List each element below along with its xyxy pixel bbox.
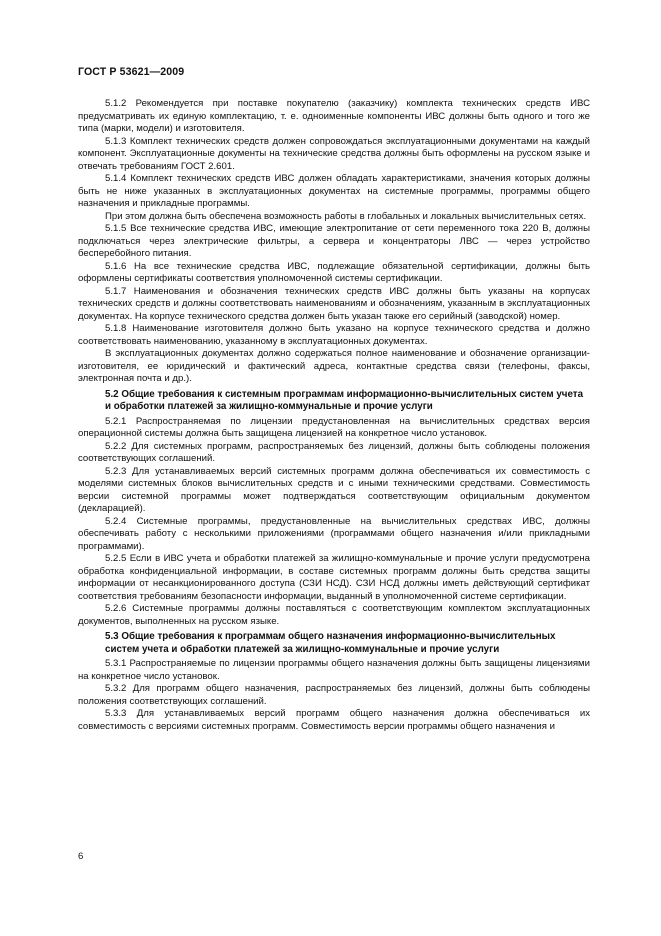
paragraph: 5.1.8 Наименование изготовителя должно быть указано на корпусе технического средства и должно соответствовать наименованию, указанному в эксплуатационных документах. — [78, 323, 590, 347]
section-heading: 5.2 Общие требования к системным программам информационно-вычислительных систем учета и обработки платежей за жилищно-коммунальные и прочие услуги — [105, 388, 584, 412]
paragraph: 5.1.2 Рекомендуется при поставке покупателю (заказчику) комплекта технических средств ИВС предусматривать их единую комплектацию, т. е. одноименные компоненты ИВС должны быть одного и того же типа (марки, модели) и изготовителя. — [78, 98, 590, 134]
paragraph: В эксплуатационных документах должно содержаться полное наименование и обозначение организации-изготовителя, ее юридический и фактический адреса, контактные средства связи (телефоны, факсы, электронная почта и др.). — [78, 348, 590, 384]
document-header: ГОСТ Р 53621—2009 — [78, 66, 185, 78]
paragraph: 5.2.4 Системные программы, предустановленные на вычислительных средствах ИВС, должны обеспечивать работу с несколькими приложениями (программами общего назначения и/или прикладными программами). — [78, 515, 590, 552]
paragraph: 5.2.5 Если в ИВС учета и обработки платежей за жилищно-коммунальные и прочие услуги предусмотрена обработка конфиденциальной информации, в составе системных программ должны быть средства защиты информации от несанкционированного доступа (СЗИ НСД). СЗИ НСД должны иметь действующий сертификат соответствия требованиям безопасности информации, выданный в уполномоченной системе сертификации. — [78, 553, 590, 602]
document-body — [78, 98, 590, 733]
paragraph: 5.1.5 Все технические средства ИВС, имеющие электропитание от сети переменного тока 220 В, должны подключаться через электрические фильтры, а сервера и концентраторы ЛВС — через устройство бесперебойного питания. — [78, 223, 590, 259]
section-heading: 5.3 Общие требования к программам общего назначения информационно-вычислительных систем учета и обработки платежей за жилищно-коммунальные и прочие услуги — [105, 631, 556, 655]
paragraph: 5.1.3 Комплект технических средств должен сопровождаться эксплуатационными документами на каждый компонент. Эксплуатационные документы на технические средства должны быть оформлены на русском языке и отвечать требованиям ГОСТ 2.601. — [78, 135, 590, 172]
paragraph: 5.2.2 Для системных программ, распространяемых без лицензий, должны быть соблюдены положения соответствующих соглашений. — [78, 440, 590, 464]
page-number: 6 — [78, 851, 84, 862]
paragraph: 5.1.6 На все технические средства ИВС, подлежащие обязательной сертификации, должны быть оформлены сертификаты соответствия уполномоченной системы сертификации. — [78, 260, 590, 284]
paragraph: 5.3.2 Для программ общего назначения, распространяемых без лицензий, должны быть соблюдены положения соответствующих соглашений. — [78, 683, 590, 707]
paragraph: 5.1.4 Комплект технических средств ИВС должен обладать характеристиками, значения которых должны быть не ниже указанных в эксплуатационных документах на системные программы, программы общего назначения и прикладные программы. — [78, 173, 590, 209]
paragraph: 5.2.3 Для устанавливаемых версий системных программ должна обеспечиваться их совместимость с моделями системных блоков вычислительных средств и с иными техническими средствами. Совместимость версии системной программы может подтверждаться соответствующим официальным документом (декларацией). — [78, 465, 590, 514]
paragraph: 5.2.6 Системные программы должны поставляться с соответствующим комплектом эксплуатационных документов, выполненных на русском языке. — [78, 603, 590, 627]
paragraph: При этом должна быть обеспечена возможность работы в глобальных и локальных вычислительных сетях. — [105, 210, 587, 222]
paragraph: 5.3.1 Распространяемые по лицензии программы общего назначения должны быть защищены лицензиями на конкретное число установок. — [78, 658, 590, 682]
paragraph: 5.2.1 Распространяемая по лицензии предустановленная на вычислительных средствах версия операционной системы должна быть защищена лицензией на конкретное число установок. — [78, 415, 590, 439]
paragraph: 5.1.7 Наименования и обозначения технических средств ИВС должны быть указаны на корпусах технических средств и должны соответствовать наименованиям и обозначениям, указанным в эксплуатационных документах. На корпусе технического средства должен быть указан также его серийный (заводской) номер. — [78, 285, 590, 322]
paragraph: 5.3.3 Для устанавливаемых версий программ общего назначения должна обеспечиваться их совместимость с версиями системных программ. Совместимость версии программы общего назначения и — [78, 708, 590, 732]
